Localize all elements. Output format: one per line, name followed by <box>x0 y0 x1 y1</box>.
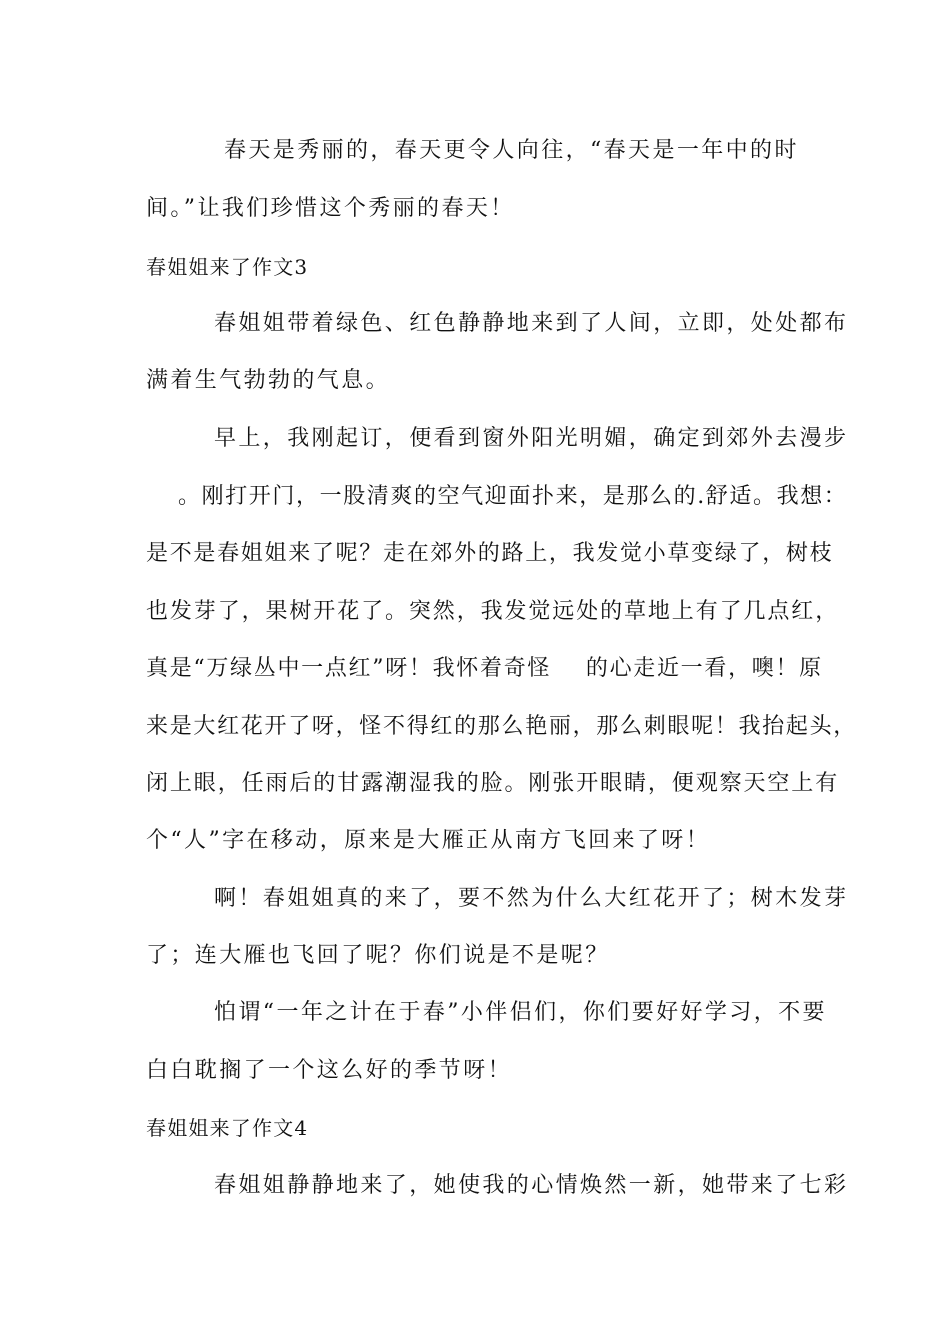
paragraph-line: 也发芽了，果树开花了。突然，我发觉远处的草地上有了几点红， <box>146 599 840 624</box>
paragraph-line: 真是“万绿丛中一点红”呀！我怀着奇怪 的心走近一看，噢！原 <box>146 656 823 681</box>
paragraph-line: 来是大红花开了呀，怪不得红的那么艳丽，那么刺眼呢！我抬起头， <box>146 714 858 739</box>
paragraph-line: 啊！春姐姐真的来了，要不然为什么大红花开了；树木发芽 <box>214 886 849 911</box>
paragraph-line: 个“人”字在移动，原来是大雁正从南方飞回来了呀！ <box>146 828 711 853</box>
paragraph-line: 白白耽搁了一个这么好的季节呀！ <box>146 1058 513 1083</box>
paragraph-line: 春天是秀丽的，春天更令人向往，“春天是一年中的时 <box>224 138 799 163</box>
paragraph-line: 春姐姐静静地来了，她使我的心情焕然一新，她带来了七彩 <box>214 1173 849 1198</box>
paragraph-line: 。刚打开门，一股清爽的空气迎面扑来，是那么的.舒适。我想： <box>178 484 848 509</box>
section-heading: 春姐姐来了作文3 <box>146 255 309 279</box>
paragraph-line: 是不是春姐姐来了呢？走在郊外的路上，我发觉小草变绿了，树枝 <box>146 541 834 566</box>
paragraph-line: 春姐姐带着绿色、红色静静地来到了人间，立即，处处都布 <box>214 311 849 336</box>
paragraph-line: 间。”让我们珍惜这个秀丽的春天！ <box>146 196 515 221</box>
section-heading: 春姐姐来了作文4 <box>146 1116 309 1140</box>
paragraph-line: 了；连大雁也飞回了呢？你们说是不是呢？ <box>146 943 610 968</box>
paragraph-line: 早上，我刚起订，便看到窗外阳光明媚，确定到郊外去漫步 <box>214 426 849 451</box>
paragraph-line: 满着生气勃勃的气息。 <box>146 368 391 393</box>
paragraph-line: 闭上眼，任雨后的甘露潮湿我的脸。刚张开眼睛，便观察天空上有 <box>146 771 840 796</box>
paragraph-line: 怕谓“一年之计在于春”小伴侣们，你们要好好学习，不要 <box>214 1000 827 1025</box>
